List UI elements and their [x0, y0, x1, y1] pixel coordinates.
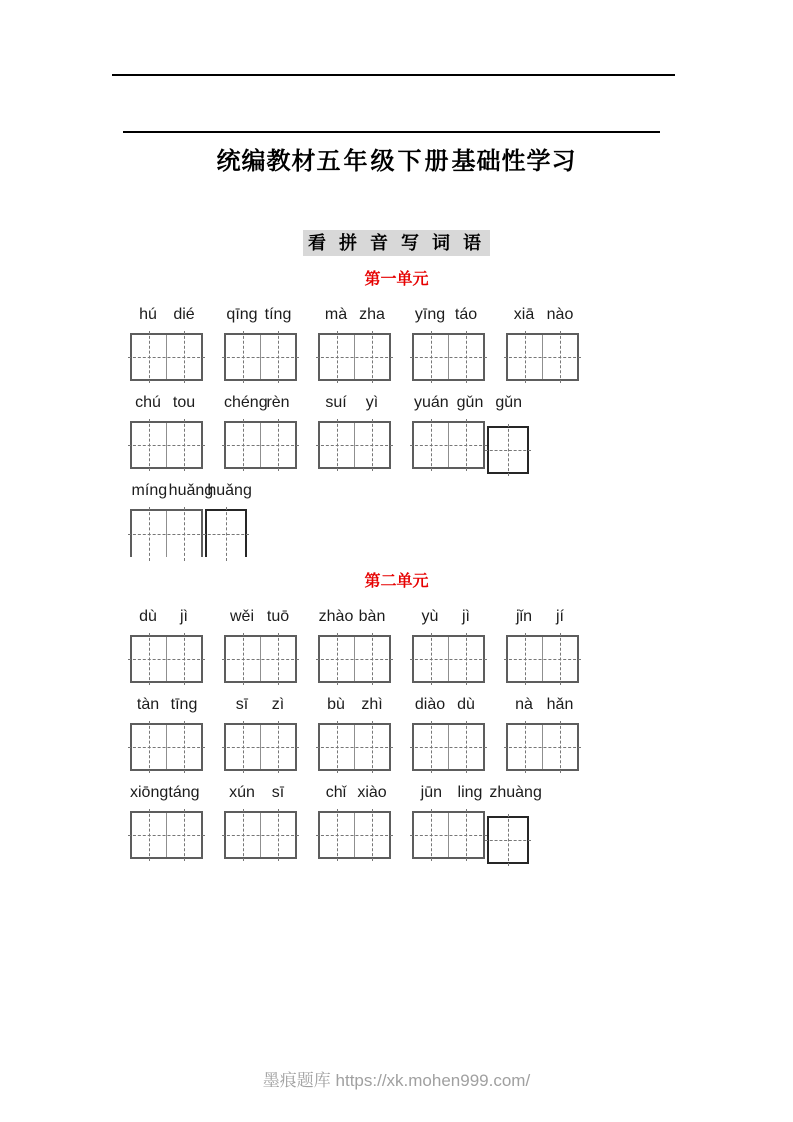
pinyin-syllable: tàn: [136, 696, 160, 713]
word-block: [506, 305, 578, 381]
pinyin-syllable: nà: [515, 696, 533, 713]
pinyin-syllable: mà: [324, 306, 348, 323]
pinyin-label: [130, 481, 252, 501]
grid-cell: [226, 637, 260, 681]
practice-grid-group: [506, 333, 579, 381]
practice-grid: [318, 723, 391, 771]
grid-cell: [542, 725, 577, 769]
practice-grid-group: [130, 723, 203, 771]
pinyin-syllable: táo: [454, 306, 478, 323]
pinyin-syllable: hǎn: [546, 696, 574, 713]
pinyin-syllable: tou: [172, 394, 196, 411]
practice-grid-group: [412, 421, 529, 469]
practice-grid-group: [412, 635, 485, 683]
page-title-part-2: 五年级下册: [316, 149, 452, 175]
pinyin-syllable: jì: [180, 608, 188, 625]
grid-cell: [508, 335, 542, 379]
grid-cell: [226, 813, 260, 857]
word-block: [318, 695, 390, 771]
word-row: [130, 607, 793, 683]
pinyin-label: [412, 695, 484, 715]
section-title-text: 看 拼 音 写 词 语: [303, 230, 490, 256]
practice-grid: [318, 421, 391, 469]
grid-cell: [207, 511, 245, 557]
grid-cell: [166, 813, 201, 857]
practice-grid: [205, 509, 247, 557]
practice-grid-group: [318, 811, 391, 859]
pinyin-syllable: sī: [235, 696, 249, 713]
pinyin-syllable: chú: [135, 394, 161, 411]
practice-grid: [130, 811, 203, 859]
pinyin-syllable: ling: [457, 784, 483, 801]
grid-cell: [354, 637, 389, 681]
practice-grid: [506, 723, 579, 771]
grid-cell: [260, 813, 295, 857]
word-row: [130, 393, 793, 469]
word-block: [224, 695, 296, 771]
unit-heading: 第一单元: [364, 271, 429, 288]
practice-grid: [487, 426, 529, 474]
pinyin-syllable: bù: [327, 696, 345, 713]
practice-grid: [412, 333, 485, 381]
pinyin-syllable: gǔn: [456, 394, 484, 411]
pinyin-label: [412, 783, 542, 803]
pinyin-syllable: zhuàng: [489, 784, 542, 801]
grid-cell: [132, 423, 166, 467]
pinyin-syllable: xún: [229, 784, 255, 801]
page-title: [0, 0, 793, 176]
grid-cell: [542, 637, 577, 681]
pinyin-syllable: zhì: [361, 696, 383, 713]
word-block: [412, 607, 484, 683]
pinyin-label: [412, 607, 484, 627]
pinyin-syllable: dù: [457, 696, 475, 713]
grid-cell: [448, 637, 483, 681]
word-block: [130, 305, 202, 381]
footer: [0, 1066, 793, 1091]
pinyin-label: [506, 305, 578, 325]
pinyin-label: [130, 305, 202, 325]
pinyin-syllable: dù: [139, 608, 157, 625]
pinyin-syllable: zha: [359, 306, 385, 323]
pinyin-syllable: nào: [546, 306, 574, 323]
pinyin-syllable: chéng: [224, 394, 268, 411]
pinyin-syllable: hú: [139, 306, 157, 323]
practice-grid-group: [506, 635, 579, 683]
practice-grid: [130, 509, 203, 557]
grid-cell: [508, 637, 542, 681]
pinyin-label: [130, 783, 202, 803]
word-block: [412, 393, 528, 469]
pinyin-label: [224, 607, 296, 627]
word-block: [130, 393, 202, 469]
word-block: [224, 305, 296, 381]
grid-cell: [226, 423, 260, 467]
word-block: [130, 481, 252, 557]
practice-grid: [506, 333, 579, 381]
grid-cell: [320, 423, 354, 467]
practice-grid: [130, 723, 203, 771]
grid-cell: [508, 725, 542, 769]
practice-grid: [412, 811, 485, 859]
pinyin-syllable: xiào: [357, 784, 387, 801]
pinyin-syllable: tuō: [266, 608, 290, 625]
grid-cell: [354, 725, 389, 769]
grid-cell: [166, 423, 201, 467]
pinyin-label: [130, 695, 202, 715]
practice-grid: [506, 635, 579, 683]
word-block: [318, 607, 390, 683]
practice-grid: [412, 421, 485, 469]
grid-cell: [132, 335, 166, 379]
grid-cell: [414, 423, 448, 467]
grid-cell: [414, 813, 448, 857]
pinyin-label: [318, 695, 390, 715]
pinyin-syllable: xiōng: [130, 784, 169, 801]
practice-grid-group: [318, 635, 391, 683]
unit-heading: 第二单元: [364, 573, 429, 590]
pinyin-syllable: suí: [325, 394, 347, 411]
practice-grid: [318, 333, 391, 381]
footer-text: 墨痕题库 https://xk.mohen999.com/: [262, 1071, 531, 1090]
practice-grid: [130, 421, 203, 469]
practice-grid: [224, 723, 297, 771]
pinyin-syllable: zì: [271, 696, 285, 713]
pinyin-syllable: tīng: [170, 696, 198, 713]
pinyin-syllable: zhào: [318, 608, 354, 625]
pinyin-label: [130, 607, 202, 627]
pinyin-syllable: dié: [173, 306, 195, 323]
pinyin-label: [318, 783, 390, 803]
word-block: [506, 607, 578, 683]
grid-cell: [132, 725, 166, 769]
pinyin-syllable: bàn: [358, 608, 386, 625]
pinyin-syllable: jūn: [420, 784, 443, 801]
pinyin-syllable: gǔn: [495, 394, 523, 411]
page-title-part-3: 基础性学习: [451, 148, 577, 175]
practice-grid-group: [412, 723, 485, 771]
practice-grid-group: [130, 421, 203, 469]
practice-grid-group: [130, 333, 203, 381]
word-block: [412, 695, 484, 771]
pinyin-syllable: táng: [168, 784, 200, 801]
grid-cell: [542, 335, 577, 379]
grid-cell: [448, 423, 483, 467]
pinyin-label: [318, 305, 390, 325]
grid-cell: [260, 725, 295, 769]
word-block: [318, 393, 390, 469]
practice-grid: [412, 635, 485, 683]
top-rule: [112, 74, 675, 76]
practice-grid: [487, 816, 529, 864]
pinyin-syllable: huǎng: [168, 482, 214, 499]
pinyin-syllable: sī: [271, 784, 285, 801]
pinyin-syllable: jǐn: [515, 608, 532, 625]
pinyin-syllable: tíng: [264, 306, 292, 323]
grid-cell: [320, 725, 354, 769]
pinyin-syllable: yuán: [413, 394, 449, 411]
practice-grid-group: [318, 333, 391, 381]
practice-grid: [224, 811, 297, 859]
word-block: [130, 695, 202, 771]
practice-grid-group: [130, 509, 247, 557]
pinyin-label: [506, 607, 578, 627]
pinyin-label: [224, 393, 296, 413]
practice-grid: [318, 635, 391, 683]
grid-cell: [166, 335, 201, 379]
practice-grid: [130, 333, 203, 381]
practice-grid-group: [224, 333, 297, 381]
grid-cell: [354, 335, 389, 379]
word-block: [224, 783, 296, 859]
grid-cell: [166, 637, 201, 681]
pinyin-syllable: qīng: [226, 306, 258, 323]
word-block: [412, 305, 484, 381]
grid-cell: [166, 725, 201, 769]
grid-cell: [132, 637, 166, 681]
word-block: [224, 607, 296, 683]
grid-cell: [320, 813, 354, 857]
practice-grid: [412, 723, 485, 771]
grid-cell: [320, 335, 354, 379]
pinyin-label: [506, 695, 578, 715]
grid-cell: [414, 335, 448, 379]
grid-cell: [448, 725, 483, 769]
pinyin-syllable: yì: [365, 394, 379, 411]
practice-grid-group: [506, 723, 579, 771]
practice-grid-group: [224, 723, 297, 771]
practice-grid-group: [224, 635, 297, 683]
practice-grid-group: [224, 811, 297, 859]
practice-grid: [130, 635, 203, 683]
pinyin-syllable: rèn: [266, 394, 290, 411]
grid-cell: [260, 335, 295, 379]
pinyin-label: [412, 393, 528, 413]
pinyin-syllable: huǎng: [207, 482, 252, 499]
pinyin-syllable: xiā: [513, 306, 535, 323]
word-row: [130, 695, 793, 771]
grid-cell: [132, 511, 166, 557]
pinyin-syllable: jì: [462, 608, 470, 625]
pinyin-label: [412, 305, 484, 325]
practice-grid-group: [412, 811, 529, 859]
grid-cell: [448, 335, 483, 379]
grid-cell: [226, 725, 260, 769]
practice-grid-group: [318, 723, 391, 771]
word-block: [318, 783, 390, 859]
grid-cell: [132, 813, 166, 857]
word-block: [506, 695, 578, 771]
grid-cell: [354, 813, 389, 857]
pinyin-syllable: míng: [131, 482, 168, 499]
pinyin-syllable: jí: [556, 608, 564, 625]
grid-cell: [489, 428, 527, 472]
word-row: [130, 783, 793, 859]
word-block: [412, 783, 542, 859]
grid-cell: [414, 725, 448, 769]
pinyin-label: [224, 783, 296, 803]
word-block: [318, 305, 390, 381]
word-row: [130, 305, 793, 381]
word-block: [130, 783, 202, 859]
section-title: [0, 229, 793, 255]
pinyin-label: [130, 393, 202, 413]
grid-cell: [320, 637, 354, 681]
practice-grid: [318, 811, 391, 859]
grid-cell: [448, 813, 483, 857]
practice-grid-group: [318, 421, 391, 469]
practice-grid-group: [130, 811, 203, 859]
practice-grid: [224, 333, 297, 381]
grid-cell: [226, 335, 260, 379]
pinyin-label: [318, 393, 390, 413]
grid-cell: [260, 637, 295, 681]
header-rule: [123, 131, 660, 133]
word-block: [130, 607, 202, 683]
practice-grid-group: [130, 635, 203, 683]
practice-grid-group: [412, 333, 485, 381]
pinyin-label: [318, 607, 390, 627]
grid-cell: [414, 637, 448, 681]
practice-grid-group: [224, 421, 297, 469]
grid-cell: [354, 423, 389, 467]
pinyin-syllable: chǐ: [325, 784, 347, 801]
practice-grid: [224, 635, 297, 683]
page-title-part-1: 统编教材: [216, 148, 317, 175]
grid-cell: [260, 423, 295, 467]
grid-cell: [489, 818, 527, 862]
pinyin-syllable: diào: [414, 696, 446, 713]
word-row: [130, 481, 793, 557]
pinyin-syllable: wěi: [229, 608, 254, 625]
pinyin-label: [224, 695, 296, 715]
word-block: [224, 393, 296, 469]
pinyin-syllable: yù: [421, 608, 439, 625]
practice-grid: [224, 421, 297, 469]
worksheet-body: [0, 266, 793, 859]
grid-cell: [166, 511, 201, 557]
pinyin-syllable: yīng: [414, 306, 446, 323]
pinyin-label: [224, 305, 296, 325]
